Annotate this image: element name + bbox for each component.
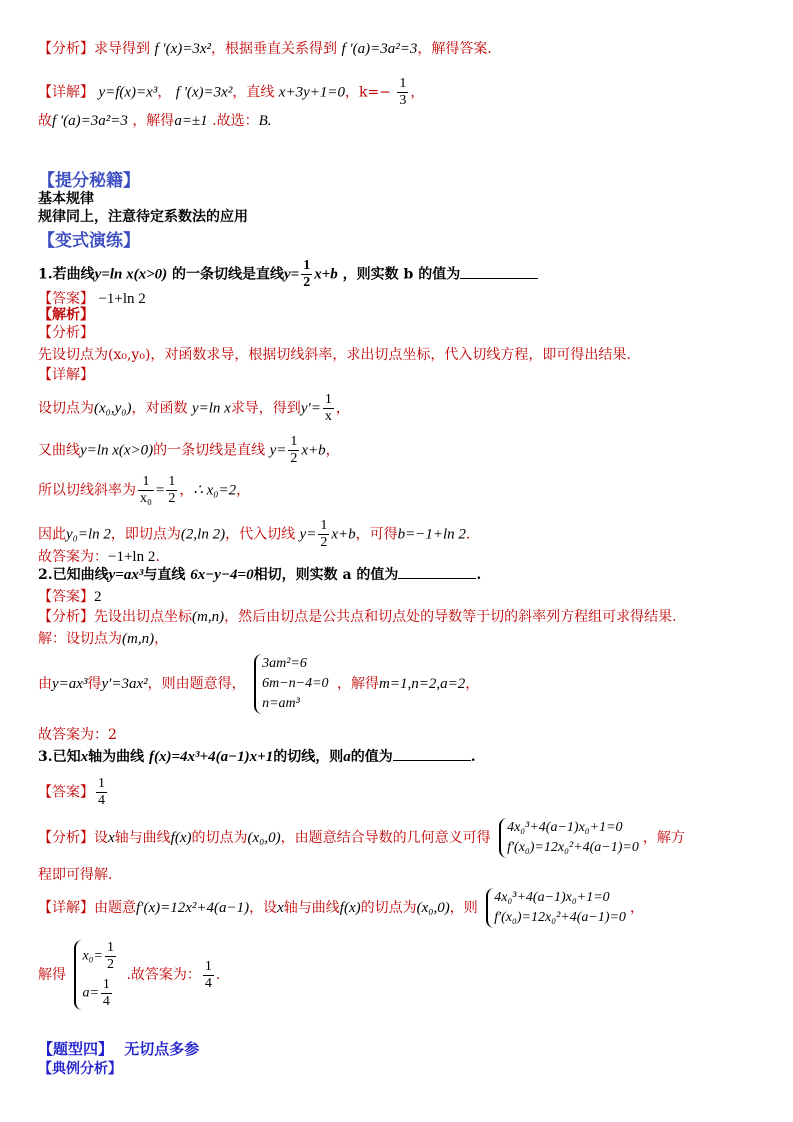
q2-solution: 解：设切点为(m,n)，	[38, 631, 169, 647]
q1-detail-4: 因此y₀=ln 2，即切点为(2,ln 2)，代入切线 y= $\frac{1}{2}$ x+b，可得b=−1+ln 2.	[38, 518, 471, 550]
q3-analysis: 【分析】设x轴与曲线f(x)的切点为(x₀,0)，由题意结合导数的几何意义可得 4x₀³+4(a−1)x₀+1=0 f′(x₀)=12x₀²+4(a−1)=0 ，解方	[38, 818, 685, 858]
type4-heading: 【题型四】 无切点多参	[38, 1040, 200, 1058]
q1-final: 故答案为：−1+ln 2.	[38, 549, 160, 565]
q1-detail-2: 又曲线y=ln x(x>0)的一条切线是直线 y= $\frac{1}{2}$ x+b，	[38, 434, 340, 466]
q3-solution: 解得 x₀= $\frac{1}{2}$ a= $\frac{1}{4}$ .故答案为： $\frac{1}{4}$ .	[38, 940, 221, 1009]
answer-blank	[398, 566, 476, 579]
practice-heading: 【变式演练】	[38, 231, 140, 251]
tips-heading: 【提分秘籍】	[38, 171, 140, 191]
q3-detail: 【详解】由题意f′(x)=12x²+4(a−1)，设x轴与曲线f(x)的切点为(x₀,0)，则 4x₀³+4(a−1)x₀+1=0 f′(x₀)=12x₀²+4(a−1)=0 ，	[38, 888, 644, 928]
analysis-line: 【分析】求导得到 f '(x)=3x²，根据垂直关系得到 f '(a)=3a²=3，解得答案.	[38, 41, 492, 57]
type4-example: 【典例分析】	[38, 1061, 122, 1077]
rule-text: 规律同上，注意待定系数法的应用	[38, 209, 248, 225]
q2-final: 故答案为：2	[38, 727, 117, 743]
equation-system: 4x₀³+4(a−1)x₀+1=0 f′(x₀)=12x₀²+4(a−1)=0	[486, 888, 626, 928]
q1-analysis-tag: 【分析】	[38, 325, 94, 341]
equation-system: 4x₀³+4(a−1)x₀+1=0 f′(x₀)=12x₀²+4(a−1)=0	[499, 818, 639, 858]
fraction: $\frac{1}{3}$	[399, 76, 407, 108]
detail-line: 【详解】 y=f(x)=x³， f '(x)=3x²，直线 x+3y+1=0，k=− $\frac{1}{3}$ ，	[38, 76, 425, 108]
equation-system: x₀= $\frac{1}{2}$ a= $\frac{1}{4}$	[74, 940, 118, 1010]
question-3: 3.已知x轴为曲线 f(x)=4x³+4(a−1)x+1的切线，则a的值为 .	[38, 749, 476, 765]
q1-analysis: 先设切点为(x₀,y₀)，对函数求导，根据切线斜率，求出切点坐标，代入切线方程，即可得出结果.	[38, 347, 631, 363]
question-1: 1.若曲线y=ln x(x>0) 的一条切线是直线y= $\frac{1}{2}$ x+b ，则实数 b 的值为	[38, 258, 538, 291]
q3-analysis-cont: 程即可得解.	[38, 867, 113, 883]
q2-answer: 【答案】2	[38, 589, 102, 605]
q2-analysis: 【分析】先设出切点坐标(m,n)，然后由切点是公共点和切点处的导数等于切的斜率列方程组可求得结果.	[38, 609, 677, 625]
q1-explain-tag: 【解析】	[38, 307, 94, 323]
conclusion-line: 故f '(a)=3a²=3 ，解得a=±1 .故选：B.	[38, 113, 272, 129]
question-2: 2.已知曲线y=ax³与直线 6x−y−4=0相切，则实数 a 的值为 .	[38, 567, 482, 583]
answer-blank	[393, 748, 471, 761]
q3-answer: 【答案】 $\frac{1}{4}$	[38, 776, 105, 808]
rule-title: 基本规律	[38, 191, 94, 207]
q1-detail-3: 所以切线斜率为 $\frac{1}{\text{x₀}}$ = $\frac{1}{2}$ ，∴ x₀=2，	[38, 474, 251, 506]
equation-system: 3am²=6 6m−n−4=0 n=am³	[254, 654, 328, 714]
q1-detail-1: 设切点为(x₀,y₀)，对函数 y=ln x求导，得到y′= $\frac{1}{x}$ ，	[38, 392, 350, 424]
q1-detail-tag: 【详解】	[38, 367, 94, 383]
q2-derivation: 由y=ax³得y′=3ax²，则由题意得， 3am²=6 6m−n−4=0 n=am³ ，解得m=1,n=2,a=2，	[38, 654, 479, 714]
q1-answer: 【答案】 −1+ln 2	[38, 291, 146, 307]
answer-blank	[460, 266, 538, 279]
